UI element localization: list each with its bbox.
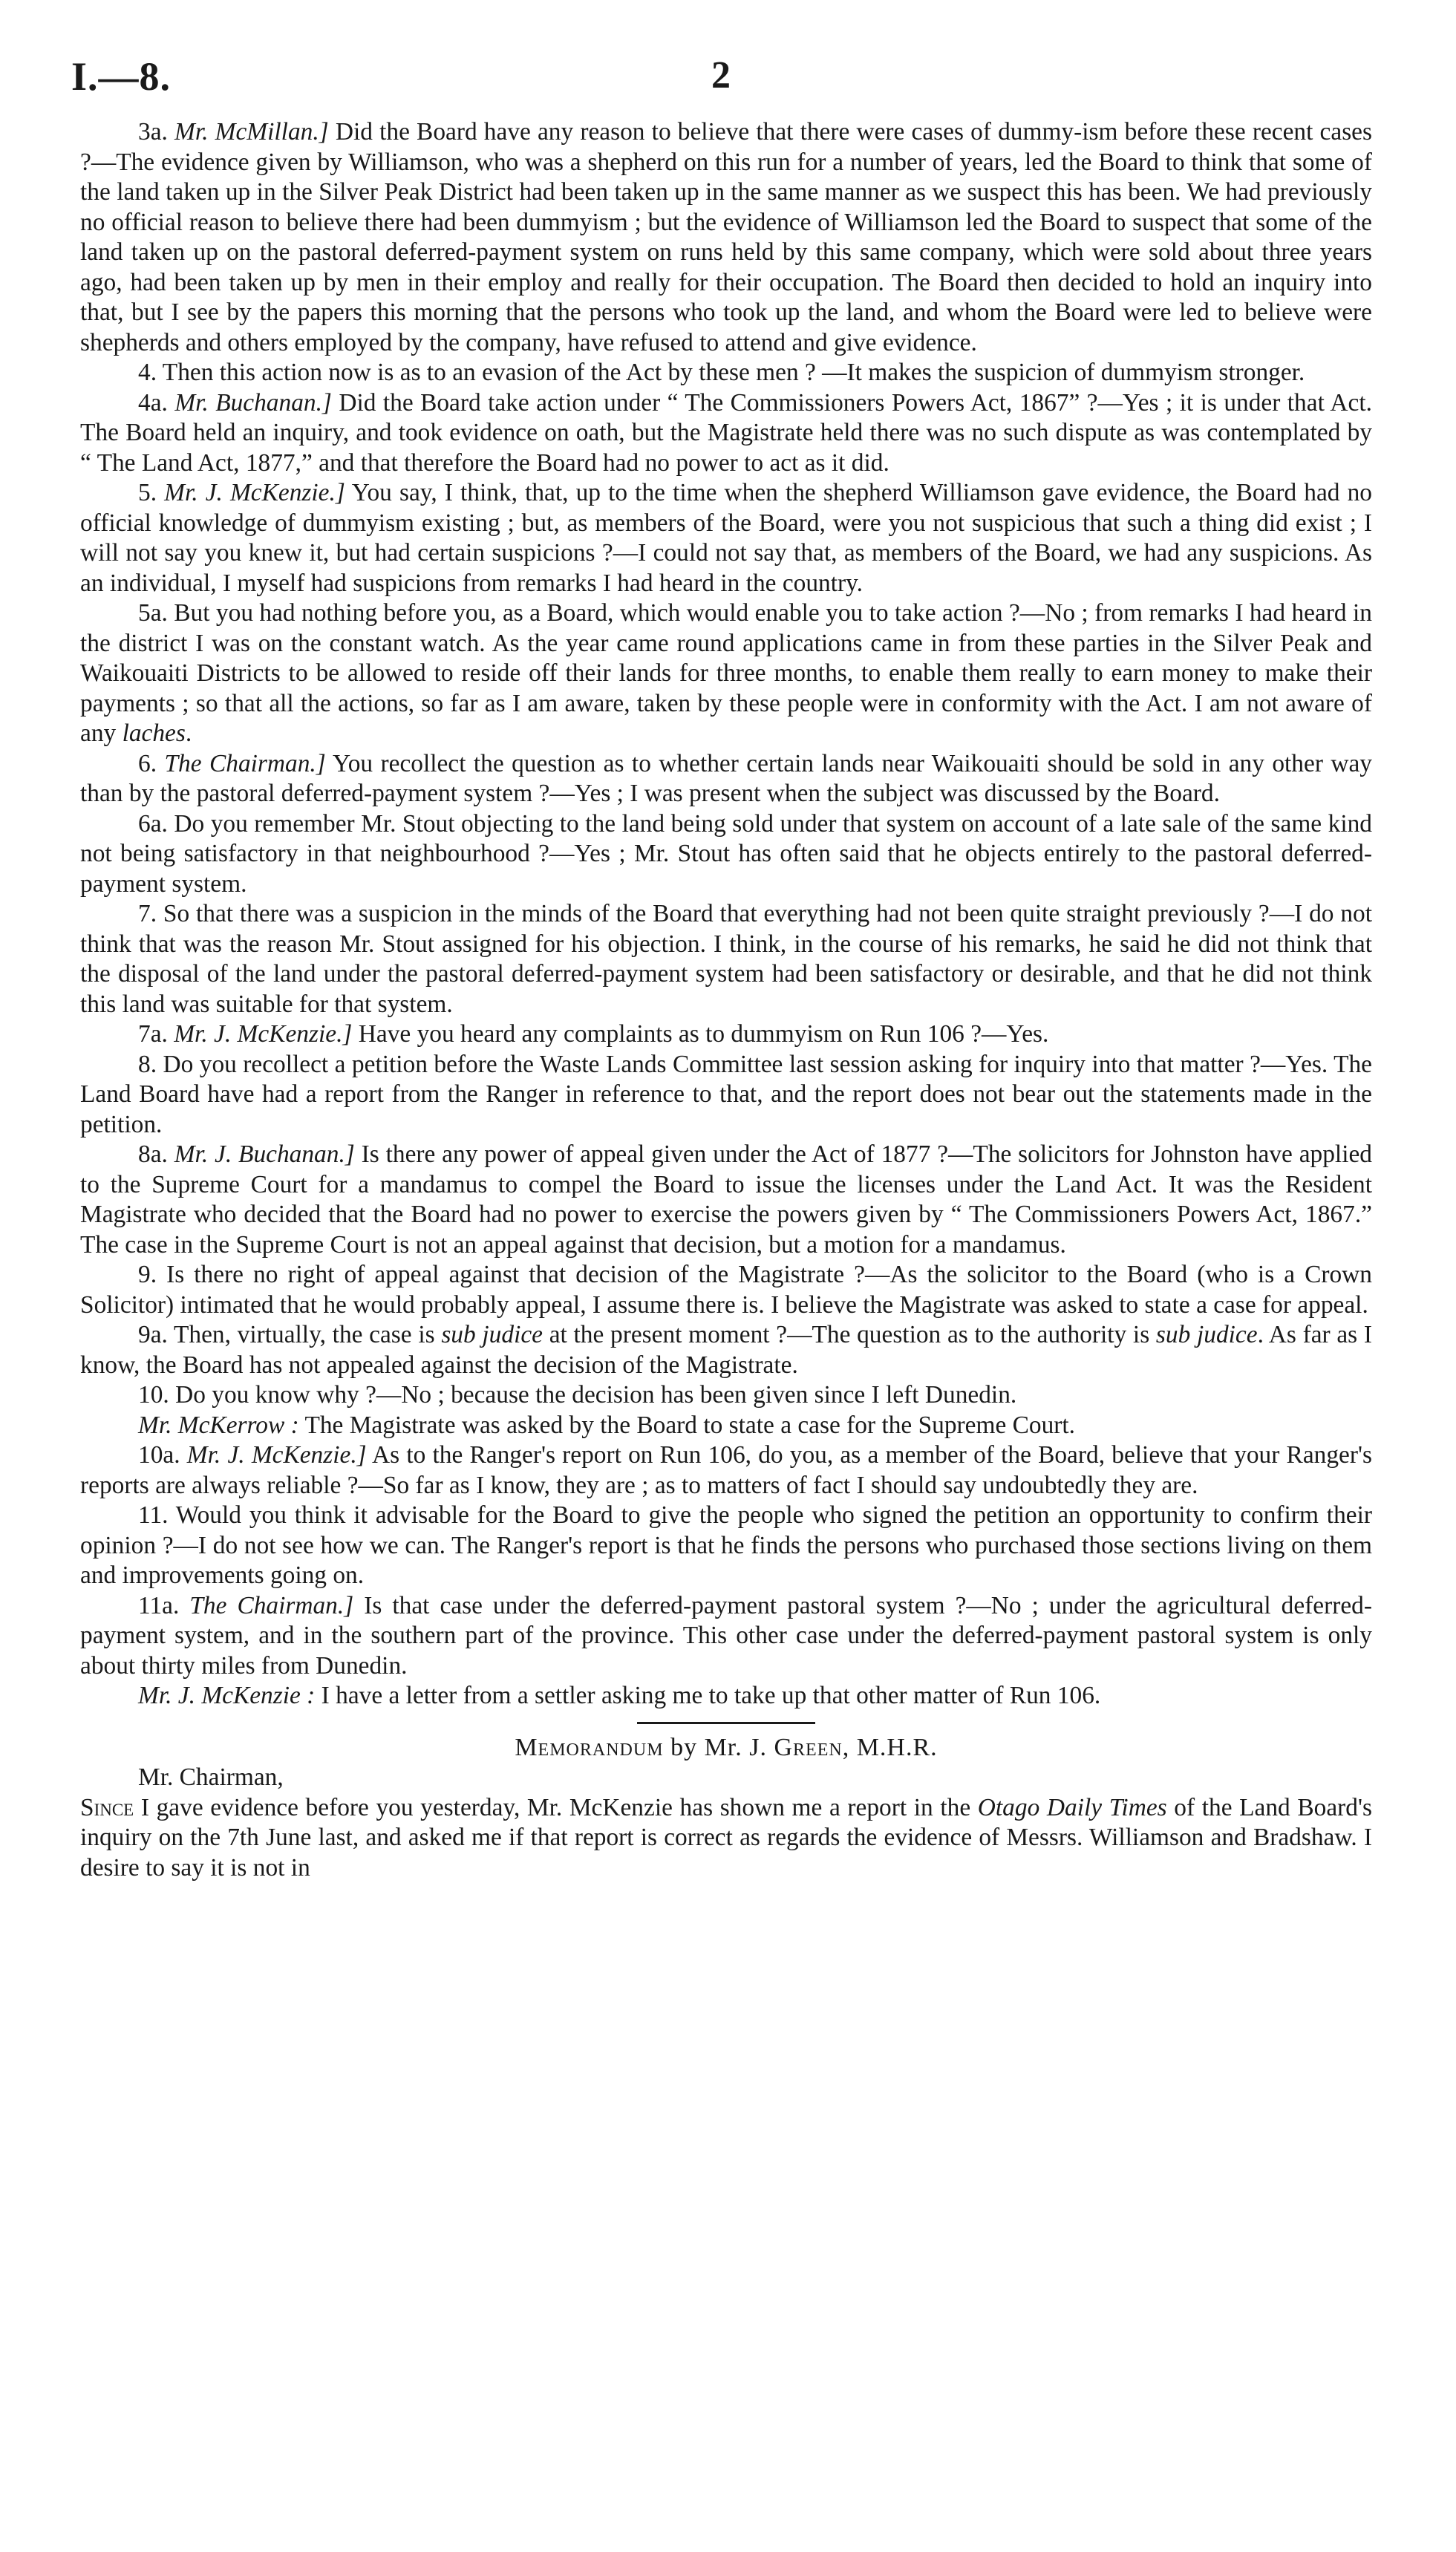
paragraph-text: As to the Ranger's report on Run 106, do you, as a member of the Board, believe that your Ranger's reports are always reliable ?—So far as I know, they are ; as to matters of fact I should say undoubtedly they are. — [80, 1441, 1372, 1499]
paragraph-text: Have you heard any complaints as to dummyism on Run 106 ?—Yes. — [352, 1020, 1049, 1048]
paragraph-text: Do you know why ?—No ; because the decision has been given since I left Dunedin. — [175, 1381, 1017, 1409]
speaker-name: Mr. McKerrow : — [138, 1411, 299, 1439]
question-number: 9. — [138, 1261, 157, 1288]
evidence-paragraph — [80, 1320, 1372, 1380]
evidence-paragraph — [80, 1440, 1372, 1501]
page-number: 2 — [711, 54, 731, 97]
section-divider — [637, 1722, 815, 1724]
memo-text-b: of the Land Board's inquiry on the 7th June last, and asked me if that report is correct as regards the evidence of Messrs. Williamson and Bradshaw. I desire to say it is not in — [80, 1793, 1372, 1882]
paragraph-text: Did the Board have any reason to believe that there were cases of dummy-ism before these recent cases ?—The evidence given by Williamson, who was a shepherd on this run for a number of years, led the Board to think that some of the land taken up in the Silver Peak District had been taken up in the same manner as we suspect this has been. We had previously no official reason to believe there had been dummyism ; but the evidence of Williamson led the Board to suspect that some of the land taken up on the pastoral deferred-payment system on runs held by this same company, which were sold about three years ago, had been taken up by men in their employ and really for their occupation. The Board then decided to hold an inquiry into that, but I see by the papers this morning that the persons who took up the land, and whom the Board were led to believe were shepherds and others employed by the company, have refused to attend and give evidence. — [80, 118, 1373, 356]
question-number: 4a. — [138, 388, 168, 417]
speaker-name: Mr. J. McKenzie.] — [164, 479, 345, 506]
question-number: 4. — [138, 359, 157, 386]
evidence-paragraph — [80, 809, 1372, 900]
memo-heading-title: Memorandum — [515, 1733, 664, 1761]
evidence-paragraph — [80, 1591, 1372, 1682]
question-number: 7. — [138, 900, 157, 927]
evidence-paragraph — [80, 1501, 1372, 1591]
paragraph-text: Would you think it advisable for the Board to give the people who signed the petition an opportunity to confirm their opinion ?—I do not see how we can. The Ranger's report is that he finds the persons who purchased those sections living on them and improvements going on. — [80, 1501, 1372, 1589]
memo-heading-name: Green — [774, 1733, 843, 1761]
evidence-paragraph — [80, 1380, 1372, 1411]
evidence-paragraph — [80, 598, 1372, 749]
paragraph-text: But you had nothing before you, as a Board, which would enable you to take action ?—No ; from remarks I had heard in the district I was on the constant watch. As the year came round applications came in from these parties in the Silver Peak and Waikouaiti Districts to be allowed to reside off their lands for three months, to enable them really to earn money to make their payments ; so that all the actions, so far as I am aware, taken by these people were in conformity with the Act. I am not aware of any — [80, 599, 1372, 747]
question-number: 11. — [138, 1501, 169, 1529]
evidence-paragraph — [80, 899, 1372, 1019]
paragraph-text: Is there any power of appeal given under the Act of 1877 ?—The solicitors for Johnston have applied to the Supreme Court for a mandamus to compel the Board to issue the licenses under the Land Act. It was the Resident Magistrate who decided that the Board had no power to exercise the powers given by “ The Commissioners Powers Act, 1867.” The case in the Supreme Court is not an appeal against that decision, but a motion for a mandamus. — [80, 1140, 1372, 1259]
evidence-paragraph — [80, 1140, 1372, 1260]
question-number: 6a. — [138, 809, 168, 838]
evidence-paragraph — [80, 358, 1372, 388]
document-reference: I.—8. — [71, 54, 172, 99]
evidence-paragraphs — [80, 117, 1372, 1711]
paragraph-text: Do you recollect a petition before the Waste Lands Committee last session asking for inquiry into that matter ?—Yes. The Land Board have had a report from the Ranger in reference to that, and the report does not bear out the statements made in the petition. — [80, 1050, 1372, 1138]
question-number: 3a. — [138, 118, 168, 146]
speaker-name: Mr. J. Buchanan.] — [174, 1140, 355, 1168]
speaker-name: The Chairman.] — [164, 749, 326, 777]
speaker-name: The Chairman.] — [189, 1591, 354, 1619]
paragraph-text: Did the Board take action under “ The Commissioners Powers Act, 1867” ?—Yes ; it is under that Act. The Board held an inquiry, and took evidence on oath, but the Magistrate held there was no such dispute as was contemplated by “ The Land Act, 1877,” and that therefore the Board had no power to act as it did. — [80, 388, 1372, 477]
memo-text-a: I gave evidence before you yesterday, Mr. McKenzie has shown me a report in the — [134, 1793, 978, 1821]
question-number: 5. — [138, 479, 157, 506]
speaker-name: Mr. J. McKenzie.] — [174, 1020, 353, 1048]
evidence-paragraph — [80, 1411, 1372, 1441]
evidence-paragraph — [80, 749, 1372, 809]
evidence-paragraph — [80, 1019, 1372, 1050]
question-number: 8a. — [138, 1140, 168, 1168]
memo-salutation: Mr. Chairman, — [138, 1763, 284, 1791]
italic-phrase: laches — [122, 719, 186, 747]
memo-lead-word: Since — [80, 1793, 134, 1821]
paragraph-text: Do you remember Mr. Stout objecting to the land being sold under that system on account of a late sale of the same kind not being satisfactory in that neighbourhood ?—Yes ; Mr. Stout has often said that he objects entirely to the pastoral deferred-payment system. — [80, 809, 1372, 898]
paragraph-text: Then, virtually, the case is — [173, 1321, 442, 1348]
evidence-paragraph — [80, 1260, 1372, 1320]
evidence-paragraph — [80, 1050, 1372, 1140]
italic-phrase: sub judice — [1155, 1321, 1258, 1348]
paragraph-text: You say, I think, that, up to the time when the shepherd Williamson gave evidence, the Board had no official knowledge of dummyism existing ; but, as members of the Board, were you not suspicious that such a thing did exist ; I will not say you knew it, but had certain suspicions ?—I could not say that, as members of the Board, we had any suspicions. As an individual, I myself had suspicions from remarks I had heard in the country. — [80, 479, 1372, 597]
evidence-paragraph — [80, 117, 1372, 358]
paragraph-text: Is that case under the deferred-payment pastoral system ?—No ; under the agricultural deferred-payment system, and in the southern part of the province. This other case under the deferred-payment pastoral system is only about thirty miles from Dunedin. — [80, 1591, 1372, 1680]
memo-heading-by: by Mr. J. — [663, 1733, 774, 1761]
question-number: 9a. — [138, 1321, 168, 1348]
question-number: 7a. — [138, 1020, 168, 1048]
speaker-name: Mr. J. McKenzie.] — [186, 1441, 367, 1469]
document-body — [80, 117, 1372, 1883]
paragraph-text: at the present moment ?—The question as to the authority is — [543, 1321, 1156, 1348]
paragraph-text: Is there no right of appeal against that decision of the Magistrate ?—As the solicitor to the Board (who is a Crown Solicitor) intimated that he would probably appeal, I assume there is. I believe the Magistrate was asked to state a case for appeal. — [80, 1261, 1372, 1319]
paragraph-text: . As far as I know, the Board has not appealed against the decision of the Magistrate. — [80, 1321, 1373, 1379]
question-number: 8. — [138, 1050, 157, 1078]
question-number: 10a. — [138, 1441, 180, 1469]
speaker-name: Mr. McMillan.] — [174, 118, 329, 146]
italic-phrase: sub judice — [441, 1321, 543, 1348]
memo-heading-suffix: , M.H.R. — [842, 1733, 938, 1761]
evidence-paragraph — [80, 1681, 1372, 1711]
paragraph-text: So that there was a suspicion in the minds of the Board that everything had not been quite straight previously ?—I do not think that was the reason Mr. Stout assigned for his objection. I think, in the course of his remarks, he said he did not think that the disposal of the land under the pastoral deferred-payment system had been satisfactory or desirable, and that he did not think this land was suitable for that system. — [80, 900, 1372, 1018]
speaker-name: Mr. Buchanan.] — [174, 388, 332, 417]
question-number: 10. — [138, 1381, 169, 1409]
speaker-name: Mr. J. McKenzie : — [138, 1682, 316, 1709]
question-number: 6. — [138, 749, 157, 777]
evidence-paragraph — [80, 388, 1372, 479]
paragraph-text: . — [185, 719, 192, 747]
paragraph-text: Then this action now is as to an evasion of the Act by these men ? —It makes the suspicion of dummyism stronger. — [162, 359, 1305, 386]
memo-heading — [80, 1733, 1372, 1763]
memo-newspaper-title: Otago Daily Times — [977, 1793, 1167, 1821]
paragraph-text: I have a letter from a settler asking me to take up that other matter of Run 106. — [315, 1682, 1101, 1709]
paragraph-text: The Magistrate was asked by the Board to state a case for the Supreme Court. — [298, 1411, 1076, 1439]
question-number: 11a. — [138, 1591, 180, 1619]
question-number: 5a. — [138, 599, 168, 627]
evidence-paragraph — [80, 478, 1372, 598]
paragraph-text: You recollect the question as to whether certain lands near Waikouaiti should be sold in any other way than by the pastoral deferred-payment system ?—Yes ; I was present when the subject was discussed by the Board. — [80, 749, 1372, 807]
memo-paragraph — [80, 1793, 1372, 1884]
